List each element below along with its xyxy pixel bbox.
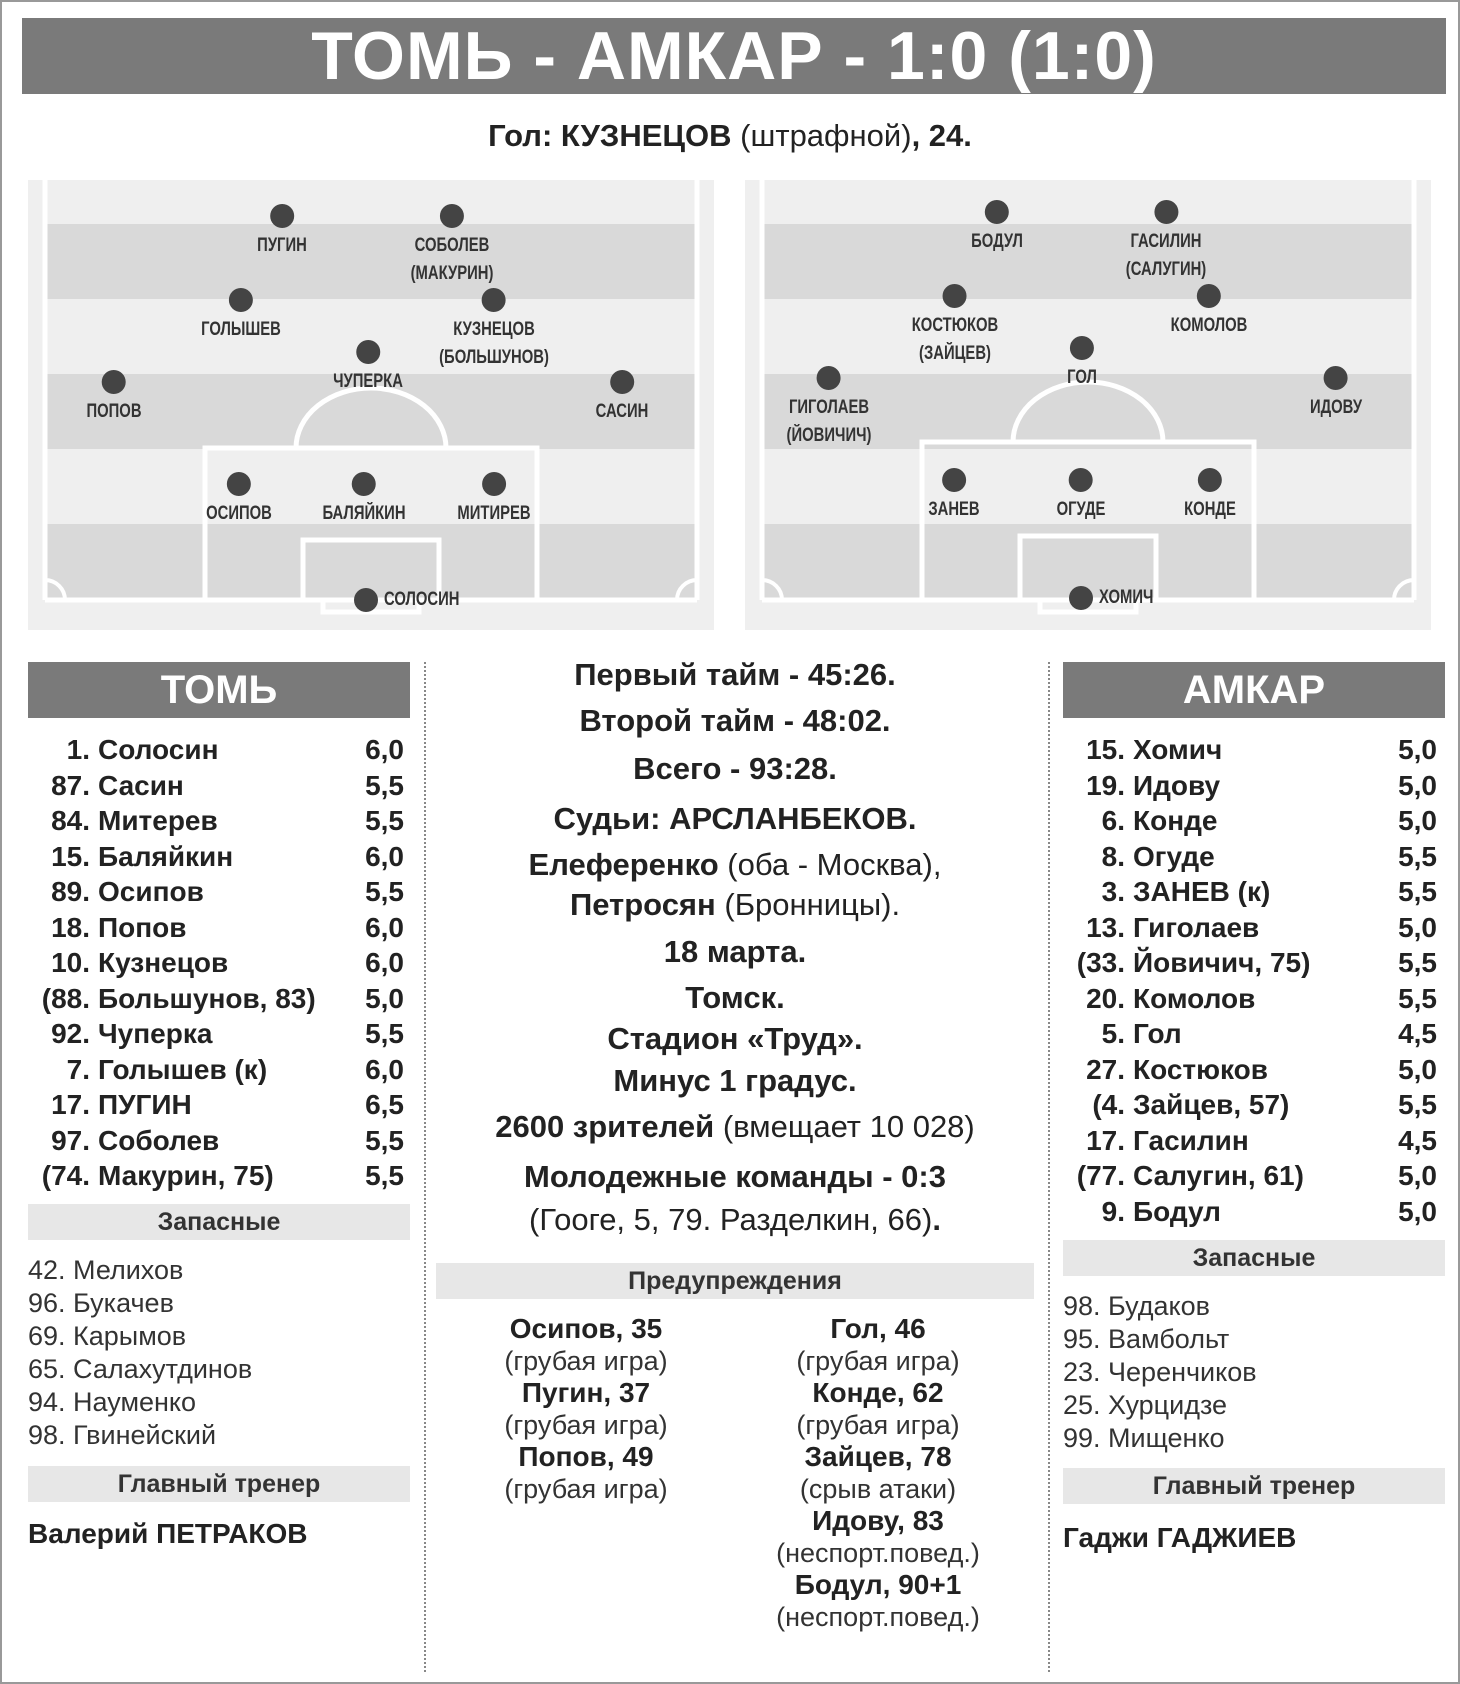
away-coach-name: Гаджи ГАДЖИЕВ [1063, 1522, 1297, 1553]
warning-reason: (грубая игра) [504, 1410, 668, 1440]
player-dot [985, 200, 1009, 224]
list-item: 98. Гвинейский [28, 1420, 217, 1450]
lineup-row: 5. Гол 4,5 [1101, 1018, 1437, 1049]
field-player-idovu: ИДОВУ [1303, 366, 1370, 422]
player-dot [1198, 468, 1222, 492]
match-attendance: 2600 зрителей (вмещает 10 028) [495, 1109, 975, 1144]
home-coach-name: Валерий ПЕТРАКОВ [28, 1518, 308, 1549]
youth-result: Молодежные команды - 0:3 [524, 1159, 946, 1194]
warnings-header: Предупреждения [436, 1263, 1034, 1299]
field-player-popov: ПОПОВ [79, 370, 150, 426]
second-half-time: Второй тайм - 48:02. [579, 703, 891, 738]
warning-reason: (срыв атаки) [799, 1474, 957, 1504]
list-item: 23. Черенчиков [1063, 1357, 1257, 1387]
field-player-sasin: САСИН [588, 370, 656, 426]
list-item: 94. Науменко [28, 1387, 197, 1417]
lineup-row: (88. Большунов, 83) 5,0 [41, 982, 404, 1014]
goal-scorer: Гол: КУЗНЕЦОВ [488, 118, 732, 153]
player-dot [270, 204, 294, 228]
player-dot [102, 370, 126, 394]
field-player-homich: ХОМИЧ [1069, 584, 1169, 612]
field-player-balyaykin: БАЛЯЙКИН [311, 472, 418, 528]
player-dot [1197, 284, 1221, 308]
field-player-gigolaev: ГИГОЛАЕВ (ЙОВИЧИЧ) [775, 366, 884, 450]
goal-minute: , 24. [911, 118, 972, 153]
field-player-gol: ГОЛ [1063, 336, 1101, 392]
player-dot [943, 284, 967, 308]
lineup-row: 87. Сасин 5,5 [51, 769, 404, 801]
away-formation-field [745, 180, 1431, 630]
warning-player: Попов, 49 [518, 1441, 654, 1472]
lineup-row: (4. Зайцев, 57) 5,5 [1092, 1089, 1437, 1120]
lineup-row: 92. Чуперка 5,5 [51, 1018, 404, 1049]
field-player-ogude: ОГУДЕ [1050, 468, 1113, 524]
total-time: Всего - 93:28. [633, 751, 837, 786]
list-item: 99. Мищенко [1063, 1423, 1225, 1453]
goal-note: (штрафной) [740, 118, 912, 153]
column-divider [1048, 662, 1050, 1672]
referees-main: Судьи: АРСЛАНБЕКОВ. [553, 801, 917, 836]
field-player-pugin: ПУГИН [250, 204, 314, 260]
player-dot [817, 366, 841, 390]
warning-reason: (неспорт.повед.) [776, 1602, 980, 1632]
player-dot [482, 288, 506, 312]
warning-reason: (грубая игра) [504, 1346, 668, 1376]
warning-player: Зайцев, 78 [804, 1441, 952, 1472]
list-item: 25. Хурцидзе [1063, 1390, 1228, 1420]
field-player-chuperka: ЧУПЕРКА [323, 340, 413, 396]
field-player-mitirev: МИТИРЕВ [447, 472, 541, 528]
lineup-row: 19. Идову 5,0 [1086, 769, 1437, 801]
player-dot [1070, 336, 1094, 360]
warning-reason: (неспорт.повед.) [776, 1538, 980, 1568]
player-dot [1069, 468, 1093, 492]
player-dot [482, 472, 506, 496]
referee-3: Петросян (Бронницы). [569, 887, 901, 922]
warning-player: Осипов, 35 [509, 1313, 663, 1344]
lineup-row: 3. ЗАНЕВ (к) 5,5 [1101, 876, 1437, 907]
field-player-bodul: БОДУЛ [964, 200, 1030, 256]
lineup-row: (77. Салугин, 61) 5,0 [1076, 1160, 1437, 1191]
home-formation-field [28, 180, 714, 630]
field-player-kuznetsov: КУЗНЕЦОВ (БОЛЬШУНОВ) [424, 288, 565, 372]
list-item: 65. Салахутдинов [28, 1354, 253, 1384]
lineup-row: 13. Гиголаев 5,0 [1086, 911, 1437, 943]
list-item: 69. Карымов [28, 1321, 187, 1351]
warning-reason: (грубая игра) [796, 1346, 960, 1376]
away-coach-header: Главный тренер [1063, 1468, 1445, 1504]
player-dot [356, 340, 380, 364]
lineup-row: (74. Макурин, 75) 5,5 [41, 1160, 404, 1191]
lineup-row: 89. Осипов 5,5 [51, 876, 404, 907]
first-half-time: Первый тайм - 45:26. [574, 657, 896, 692]
player-dot [1069, 586, 1093, 610]
lineup-row: 1. Солосин 6,0 [66, 734, 404, 765]
lineup-row: 17. Гасилин 4,5 [1086, 1124, 1437, 1156]
home-lineup-list [28, 732, 404, 1194]
away-subs-list [1063, 1290, 1257, 1455]
lineup-row: 15. Баляйкин 6,0 [51, 840, 404, 872]
lineup-row: 9. Бодул 5,0 [1101, 1195, 1437, 1227]
home-coach-header: Главный тренер [28, 1466, 410, 1502]
lineup-row: 17. ПУГИН 6,5 [51, 1089, 404, 1120]
list-item: 42. Мелихов [28, 1255, 184, 1285]
player-dot [1154, 200, 1178, 224]
lineup-row: 84. Митерев 5,5 [51, 805, 404, 836]
lineup-row: 15. Хомич 5,0 [1086, 734, 1437, 765]
warning-player: Конде, 62 [812, 1377, 944, 1408]
match-title: ТОМЬ - АМКАР - 1:0 (1:0) [22, 18, 1446, 94]
warning-player: Гол, 46 [830, 1313, 926, 1344]
home-subs-header: Запасные [28, 1204, 410, 1240]
field-player-golyshev: ГОЛЫШЕВ [190, 288, 292, 344]
lineup-row: 8. Огуде 5,5 [1101, 840, 1437, 872]
away-lineup-list [1063, 732, 1437, 1229]
field-player-solosin: СОЛОСИН [354, 586, 481, 614]
referee-2: Елеференко (оба - Москва), [528, 847, 942, 882]
lineup-row: 27. Костюков 5,0 [1086, 1053, 1437, 1085]
match-date: 18 марта. [663, 934, 807, 969]
home-team-header: ТОМЬ [28, 662, 410, 718]
player-dot [1324, 366, 1348, 390]
field-player-sobolev: СОБОЛЕВ (МАКУРИН) [399, 204, 505, 288]
home-warnings [456, 1313, 716, 1505]
player-dot [440, 204, 464, 228]
column-divider [424, 662, 426, 1672]
player-dot [227, 472, 251, 496]
match-weather: Минус 1 градус. [613, 1063, 857, 1098]
away-team-header: АМКАР [1063, 662, 1445, 718]
list-item: 96. Букачев [28, 1288, 174, 1318]
youth-goals: (Гооге, 5, 79. Разделкин, 66). [529, 1202, 941, 1237]
lineup-row: 7. Голышев (к) 6,0 [66, 1053, 404, 1085]
list-item: 95. Вамбольт [1063, 1324, 1230, 1354]
lineup-row: 6. Конде 5,0 [1101, 805, 1437, 836]
field-player-kostyukov: КОСТЮКОВ (ЗАЙЦЕВ) [900, 284, 1011, 368]
lineup-row: 20. Комолов 5,5 [1086, 982, 1437, 1014]
field-player-osipov: ОСИПОВ [197, 472, 281, 528]
warning-player: Идову, 83 [812, 1505, 944, 1536]
match-stadium: Стадион «Труд». [607, 1021, 863, 1056]
home-subs-list [28, 1254, 252, 1452]
list-item: 98. Будаков [1063, 1291, 1211, 1321]
player-dot [352, 472, 376, 496]
lineup-row: 10. Кузнецов 6,0 [51, 947, 404, 978]
field-player-zanev: ЗАНЕВ [921, 468, 987, 524]
warning-player: Бодул, 90+1 [794, 1569, 962, 1600]
field-player-gasilin: ГАСИЛИН (САЛУГИН) [1114, 200, 1217, 284]
warning-player: Пугин, 37 [521, 1377, 651, 1408]
warning-reason: (грубая игра) [504, 1474, 668, 1504]
lineup-row: (33. Йовичич, 75) 5,5 [1076, 947, 1437, 978]
player-dot [942, 468, 966, 492]
lineup-row: 18. Попов 6,0 [51, 911, 404, 943]
field-player-komolov: КОМОЛОВ [1160, 284, 1258, 340]
player-dot [229, 288, 253, 312]
match-city: Томск. [685, 980, 785, 1015]
field-player-konde: КОНДЕ [1177, 468, 1243, 524]
player-dot [354, 588, 378, 612]
away-subs-header: Запасные [1063, 1240, 1445, 1276]
warning-reason: (грубая игра) [796, 1410, 960, 1440]
lineup-row: 97. Соболев 5,5 [51, 1124, 404, 1156]
away-warnings [748, 1313, 1008, 1633]
goal-line [0, 118, 1460, 154]
match-info [432, 654, 1038, 1238]
player-dot [610, 370, 634, 394]
